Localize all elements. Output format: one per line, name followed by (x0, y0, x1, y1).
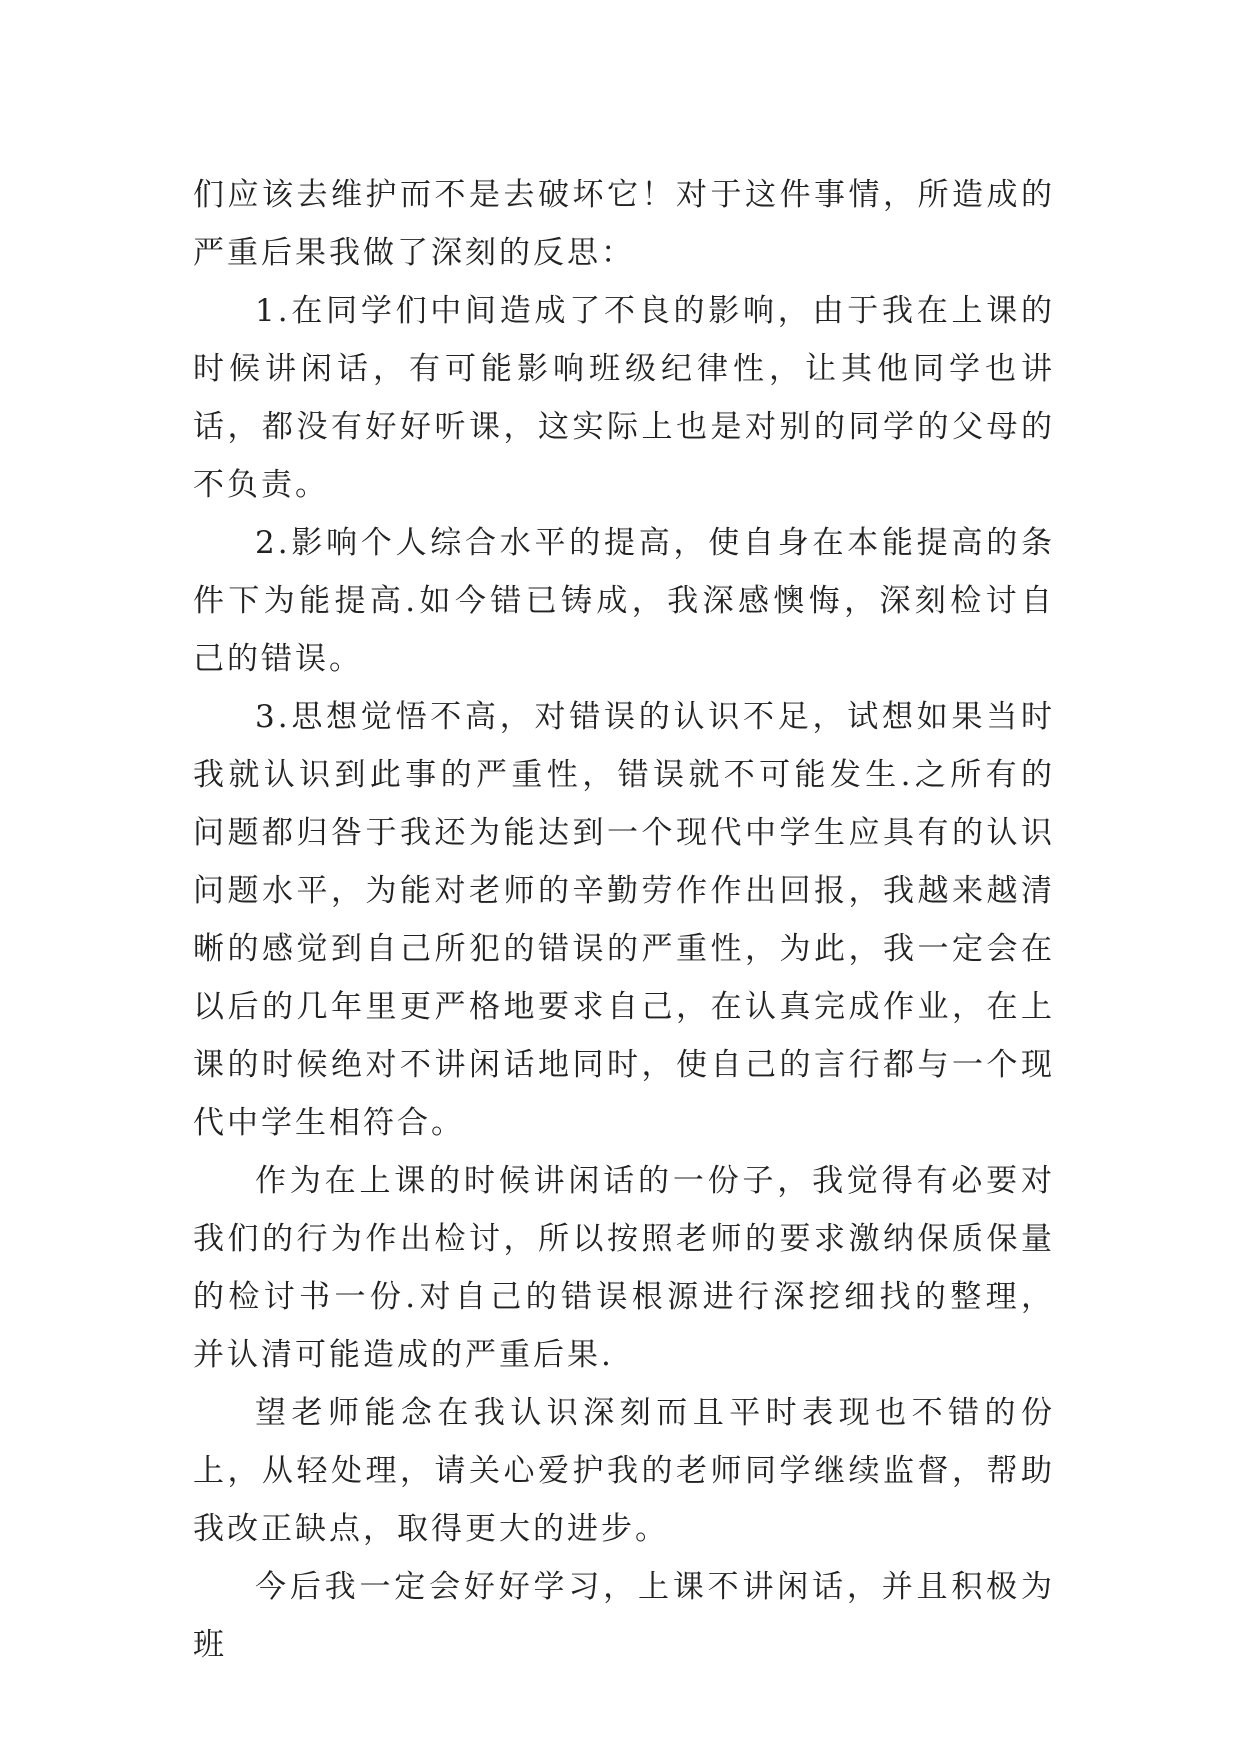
paragraph-point-3: 3.思想觉悟不高，对错误的认识不足，试想如果当时我就认识到此事的严重性，错误就不可能发生.之所有的问题都归咎于我还为能达到一个现代中学生应具有的认识问题水平，为能对老师的辛勤劳作作出回报，我越来越清晰的感觉到自己所犯的错误的严重性，为此，我一定会在以后的几年里更严格地要求自己，在认真完成作业，在上课的时候绝对不讲闲话地同时，使自己的言行都与一个现代中学生相符合。 (193, 699, 1055, 1141)
document-body (193, 166, 1055, 1674)
paragraph-continued: 们应该去维护而不是去破坏它！对于这件事情，所造成的严重后果我做了深刻的反思： (193, 177, 1055, 271)
paragraph-self-review: 作为在上课的时候讲闲话的一份子，我觉得有必要对我们的行为作出检讨，所以按照老师的要求激纳保质保量的检讨书一份.对自己的错误根源进行深挖细找的整理，并认清可能造成的严重后果. (193, 1163, 1055, 1373)
paragraph-point-2: 2.影响个人综合水平的提高，使自身在本能提高的条件下为能提高.如今错已铸成，我深感懊悔，深刻检讨自己的错误。 (193, 525, 1055, 677)
paragraph-request: 望老师能念在我认识深刻而且平时表现也不错的份上，从轻处理，请关心爱护我的老师同学继续监督，帮助我改正缺点，取得更大的进步。 (193, 1395, 1055, 1547)
paragraph-commitment: 今后我一定会好好学习，上课不讲闲话，并且积极为班 (193, 1569, 1055, 1663)
paragraph-point-1: 1.在同学们中间造成了不良的影响，由于我在上课的时候讲闲话，有可能影响班级纪律性，让其他同学也讲话，都没有好好听课，这实际上也是对别的同学的父母的不负责。 (193, 293, 1055, 503)
